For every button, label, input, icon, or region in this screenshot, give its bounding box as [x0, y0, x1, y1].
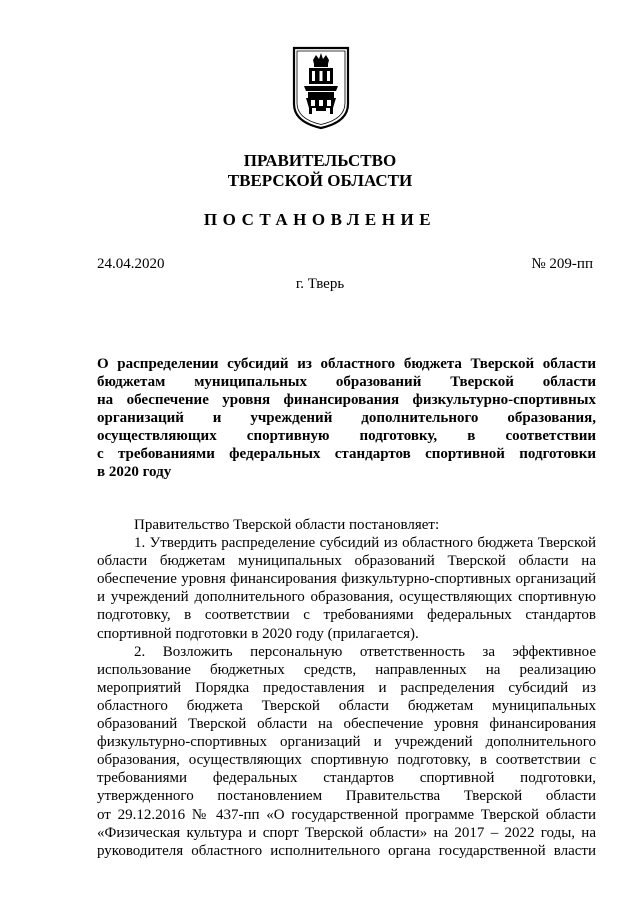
body-line: требованиями федеральных стандартов спортивной подготовки, [97, 770, 596, 787]
document-number: № 209-пп [531, 256, 593, 272]
government-title-line2: ТВЕРСКОЙ ОБЛАСТИ [227, 171, 413, 190]
subject-line: с требованиями федеральных стандартов спортивной подготовки [97, 446, 596, 462]
document-body [97, 516, 596, 860]
government-title-line1: ПРАВИТЕЛЬСТВО [243, 151, 397, 170]
subject-line: в 2020 году [97, 464, 172, 480]
body-line: утвержденного постановлением Правительства Тверской области [97, 788, 596, 805]
body-line: Правительство Тверской области постановляет: [134, 517, 440, 533]
body-line: областного бюджета Тверской области бюджетам муниципальных [97, 697, 596, 714]
document-city: г. Тверь [295, 276, 345, 292]
body-line: образования, осуществляющих спортивную подготовку, в соответствии с [97, 752, 596, 769]
body-line: руководителя областного исполнительного органа государственной власти [97, 842, 596, 859]
document-type-heading: ПОСТАНОВЛЕНИЕ [203, 210, 437, 229]
body-line: области бюджетам муниципальных образований Тверской области на [97, 553, 596, 570]
subject-line: осуществляющих спортивную подготовку, в соответствии [97, 428, 596, 444]
body-line: образований Тверской области на обеспечение уровня финансирования [97, 716, 596, 733]
body-line: использование бюджетных средств, направленных на реализацию [97, 661, 596, 678]
subject-line: О распределении субсидий из областного бюджета Тверской области [97, 356, 596, 372]
document-subject [97, 355, 596, 481]
body-line: 2. Возложить персональную ответственность за эффективное [134, 643, 596, 660]
body-line: физкультурно-спортивных организаций и учреждений дополнительного [97, 734, 596, 751]
body-line: мероприятий Порядка предоставления и распределения субсидий из [97, 679, 596, 696]
subject-line: на обеспечение уровня финансирования физкультурно-спортивных [97, 392, 596, 408]
tver-region-coat-of-arms-icon [292, 46, 350, 130]
body-line: от 29.12.2016 № 437-пп «О государственной программе Тверской области [97, 806, 596, 823]
subject-line: бюджетам муниципальных образований Тверской области [97, 374, 596, 390]
subject-line: организаций и учреждений дополнительного образования, [97, 410, 596, 426]
body-line: и учреждений дополнительного образования, осуществляющих спортивную [97, 589, 596, 606]
body-line: подготовку, в соответствии с требованиями федеральных стандартов [97, 607, 596, 624]
body-line: спортивной подготовки в 2020 году (прилагается). [97, 625, 419, 642]
document-date: 24.04.2020 [97, 256, 165, 272]
body-line: обеспечение уровня финансирования физкультурно-спортивных организаций [97, 571, 596, 588]
body-line: «Физическая культура и спорт Тверской области» на 2017 – 2022 годы, на [97, 824, 596, 841]
body-line: 1. Утвердить распределение субсидий из областного бюджета Тверской [134, 535, 596, 552]
